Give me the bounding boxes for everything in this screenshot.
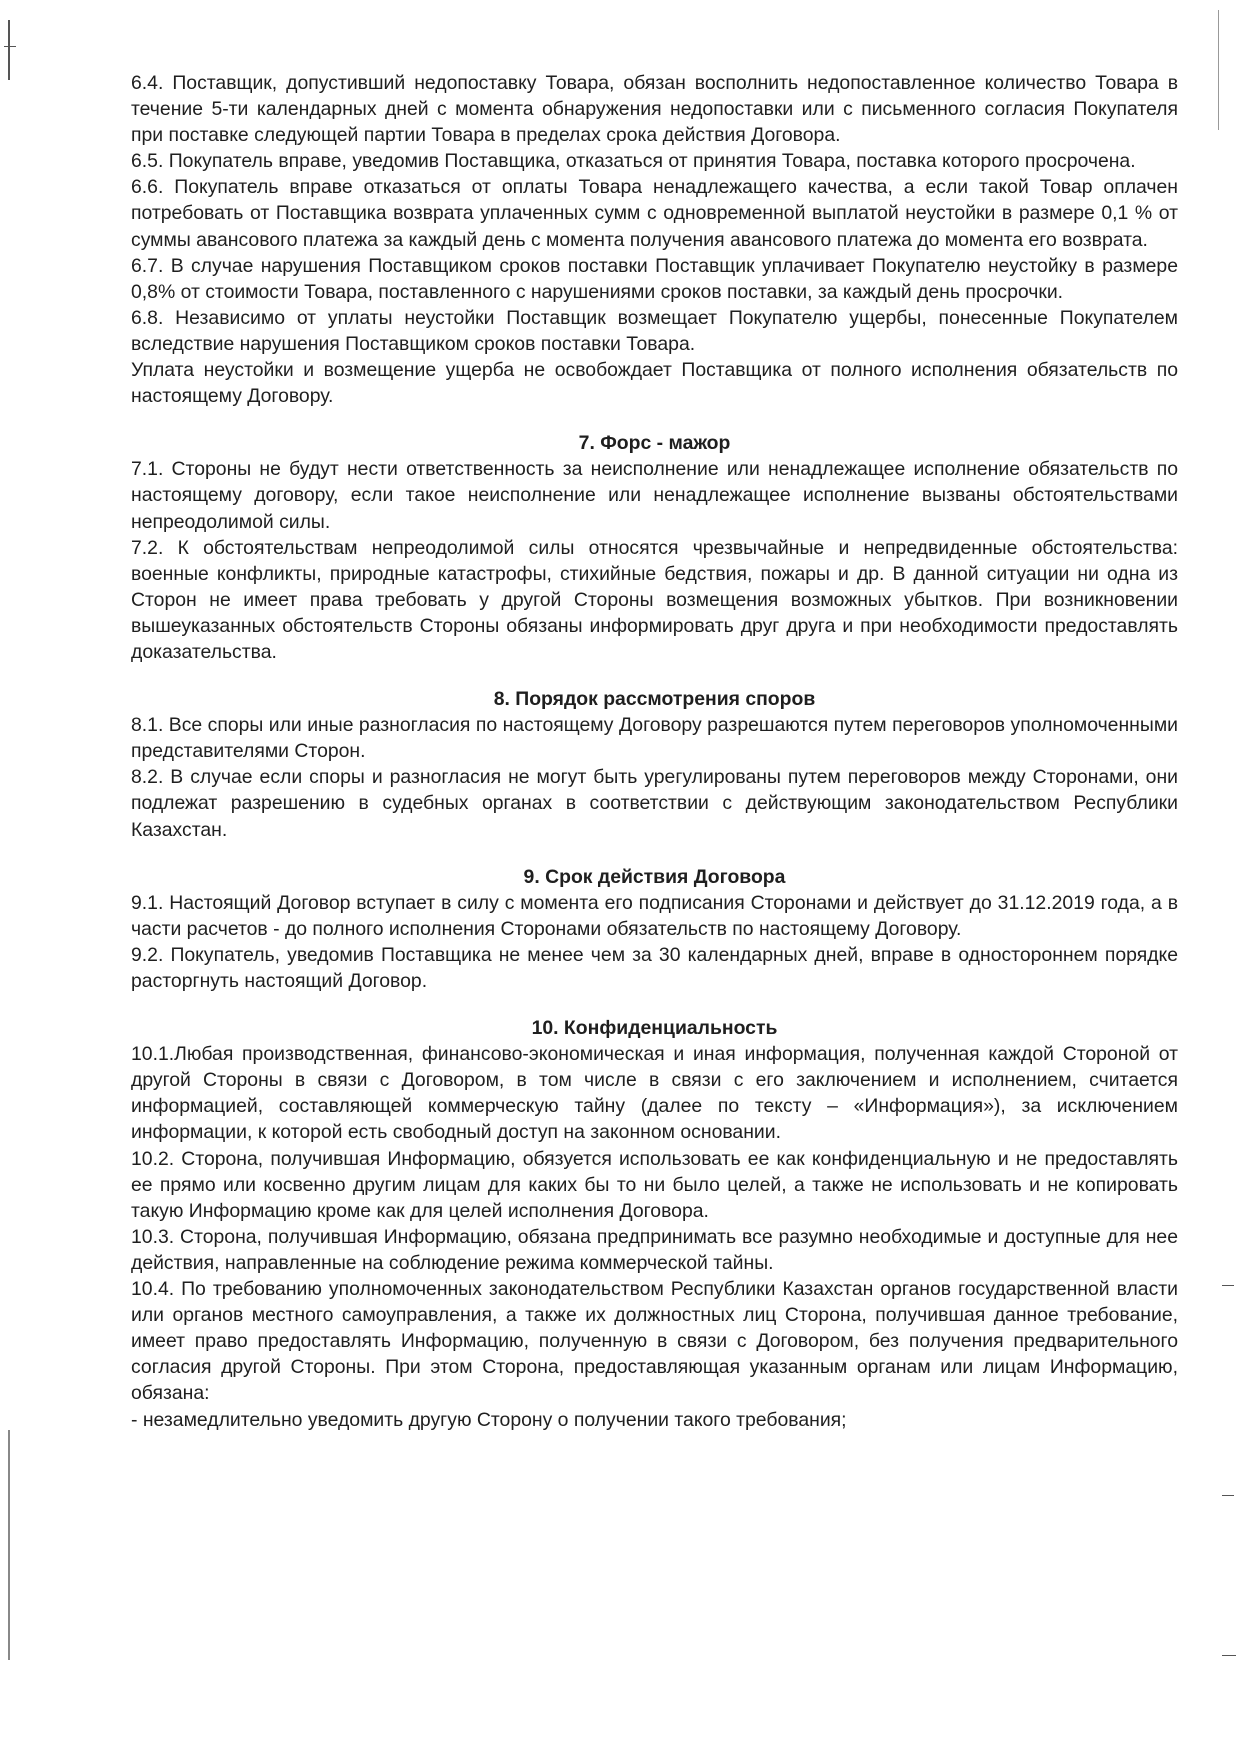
- scan-artifact-left-top-tick: [4, 46, 16, 47]
- scan-artifact-right-1: [1218, 10, 1219, 130]
- clause-10-4-item-1: - незамедлительно уведомить другую Сторону о получении такого требования;: [131, 1408, 847, 1431]
- section-10-title: 10. Конфиденциальность: [531, 1017, 778, 1040]
- clause-9-2: 9.2. Покупатель, уведомив Поставщика не менее чем за 30 календарных дней, вправе в одностороннем порядке расторгнуть настоящий Договор.: [131, 943, 1178, 992]
- section-9-title: 9. Срок действия Договора: [523, 865, 786, 888]
- clause-6-6: 6.6. Покупатель вправе отказаться от оплаты Товара ненадлежащего качества, а если такой Товар оплачен потребовать от Поставщика возврата уплаченных сумм с одновременной выплатой неустойки в размере 0,1 % от суммы авансового платежа за каждый день с момента получения авансового платежа до момента его возврата.: [131, 176, 1178, 251]
- scan-artifact-left-top: [8, 20, 10, 80]
- clause-10-4: 10.4. По требованию уполномоченных законодательством Республики Казахстан органов государственной власти или органов местного самоуправления, а также их должностных лиц Сторона, получившая данное требование, имеет право предоставлять Информацию, полученную в связи с Договором, без получения предварительного согласия другой Стороны. При этом Сторона, предоставляющая указанным органам или лицам Информацию, обязана:: [131, 1278, 1178, 1405]
- clause-10-2: 10.2. Сторона, получившая Информацию, обязуется использовать ее как конфиденциальную и не предоставлять ее прямо или косвенно другим лицам для каких бы то ни было целей, а также не использовать и не копировать такую Информацию кроме как для целей исполнения Договора.: [131, 1147, 1178, 1222]
- clause-6-5: 6.5. Покупатель вправе, уведомив Поставщика, отказаться от принятия Товара, поставка которого просрочена.: [131, 150, 1136, 173]
- scan-artifact-right-4: [1222, 1655, 1236, 1656]
- clause-8-2: 8.2. В случае если споры и разногласия не могут быть урегулированы путем переговоров между Сторонами, они подлежат разрешению в судебных органах в соответствии с действующим законодательством Республики Казахстан.: [131, 766, 1178, 841]
- clause-7-1: 7.1. Стороны не будут нести ответственность за неисполнение или ненадлежащее исполнение обязательств по настоящему договору, если такое неисполнение или ненадлежащее исполнение вызваны обстоятельствами непреодолимой силы.: [131, 458, 1178, 533]
- clause-6-8-note: Уплата неустойки и возмещение ущерба не освобождает Поставщика от полного исполнения обязательств по настоящему Договору.: [131, 359, 1178, 408]
- document-body: [131, 70, 1178, 1433]
- clause-6-7: 6.7. В случае нарушения Поставщиком сроков поставки Поставщик уплачивает Покупателю неустойку в размере 0,8% от стоимости Товара, поставленного с нарушениями сроков поставки, за каждый день просрочки.: [131, 254, 1178, 303]
- scan-artifact-right-3: [1222, 1495, 1234, 1496]
- section-8-title: 8. Порядок рассмотрения споров: [493, 688, 816, 711]
- clause-9-1: 9.1. Настоящий Договор вступает в силу с момента его подписания Сторонами и действует до 31.12.2019 года, а в части расчетов - до полного исполнения Сторонами обязательств по настоящему Договору.: [131, 891, 1178, 940]
- clause-10-3: 10.3. Сторона, получившая Информацию, обязана предпринимать все разумно необходимые и доступные для нее действия, направленные на соблюдение режима коммерческой тайны.: [131, 1225, 1178, 1274]
- clause-8-1: 8.1. Все споры или иные разногласия по настоящему Договору разрешаются путем переговоров уполномоченными представителями Сторон.: [131, 714, 1178, 763]
- scan-artifact-left-bottom: [8, 1430, 10, 1660]
- clause-7-2: 7.2. К обстоятельствам непреодолимой силы относятся чрезвычайные и непредвиденные обстоятельства: военные конфликты, природные катастрофы, стихийные бедствия, пожары и др. В данной ситуации ни одна из Сторон не имеет права требовать у другой Стороны возмещения возможных убытков. При возникновении вышеуказанных обстоятельств Стороны обязаны информировать друг друга и при необходимости предоставлять доказательства.: [131, 536, 1178, 663]
- scan-artifact-right-2: [1222, 1285, 1234, 1286]
- section-7-title: 7. Форс - мажор: [578, 432, 731, 455]
- clause-10-1: 10.1.Любая производственная, финансово-экономическая и иная информация, полученная каждой Стороной от другой Стороны в связи с Договором, в том числе в связи с его заключением и исполнением, считается информацией, составляющей коммерческую тайну (далее по тексту – «Информация»), за исключением информации, к которой есть свободный доступ на законном основании.: [131, 1043, 1178, 1144]
- clause-6-8: 6.8. Независимо от уплаты неустойки Поставщик возмещает Покупателю ущербы, понесенные Покупателем вследствие нарушения Поставщиком сроков поставки Товара.: [131, 306, 1178, 355]
- clause-6-4: 6.4. Поставщик, допустивший недопоставку Товара, обязан восполнить недопоставленное количество Товара в течение 5-ти календарных дней с момента обнаружения недопоставки или с письменного согласия Покупателя при поставке следующей партии Товара в пределах срока действия Договора.: [131, 72, 1178, 147]
